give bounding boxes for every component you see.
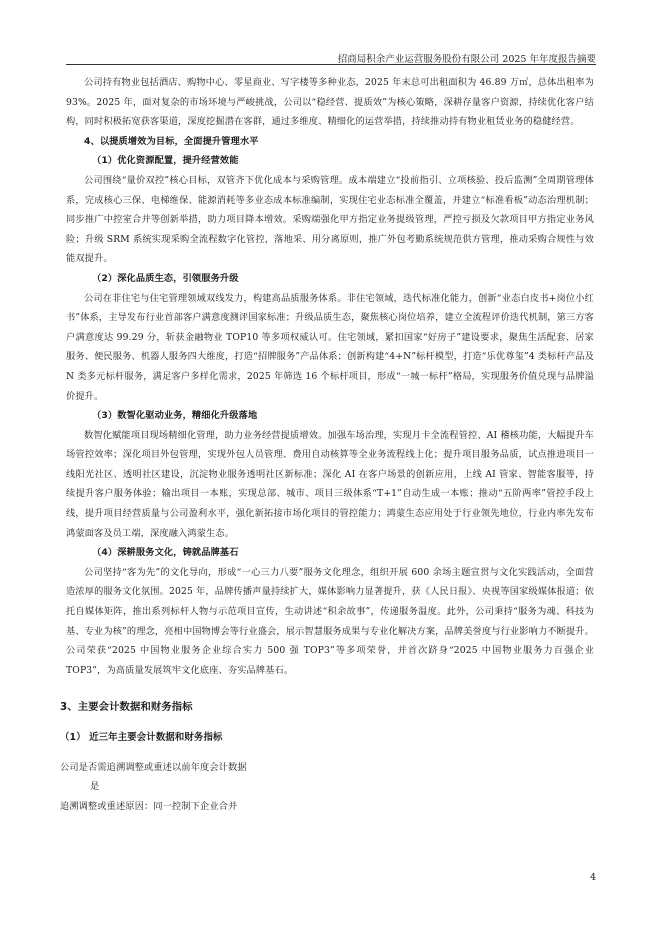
page-body [60, 73, 594, 816]
subsection-title-three-year-data: （1） 近三年主要会计数据和财务指标 [60, 732, 223, 743]
report-header: 招商局积余产业运营服务股份有限公司 2025 年年度报告摘要 [337, 54, 596, 65]
paragraph-resource-allocation: 公司围绕“量价双控”核心目标，双管齐下优化成本与采购管理。成本端建立“投前指引、立项核验、投后监测”全周期管理体系，完成核心三保、电梯维保、能源消耗等多业态成本标准编制，实现住宅业态标准全覆盖，并建立“标准看板”动态治理机制；同步推广中控室合并等创新举措，助力项目降本增效。采购端强化甲方指定业务提级管理，严控亏损及欠款项目甲方指定业务风险；升级 SRM 系统实现采购全流程数字化管控，落地采、用分离原则，推广外包考勤系统规范供方管理，推动采购合规性与效能双提升。 [66, 174, 594, 265]
retro-adjustment-answer: 是 [90, 781, 100, 793]
heading-resource-allocation: （1）优化资源配置，提升经营效能 [92, 155, 239, 167]
section-title-accounting-data: 3、主要会计数据和财务指标 [60, 701, 193, 714]
retro-adjustment-question: 公司是否需追溯调整或重述以前年度会计数据 [60, 761, 247, 773]
page-number: 4 [589, 872, 596, 883]
heading-quality-ecosystem: （2）深化品质生态，引领服务升级 [92, 272, 239, 284]
heading-management-level: 4、以提质增效为目标，全面提升管理水平 [84, 135, 259, 147]
paragraph-quality-ecosystem: 公司在非住宅与住宅管理领域双线发力，构建高品质服务体系。非住宅领域，迭代标准化能力，创新“业态白皮书+岗位小红书”体系，主导发布行业首部客户满意度测评国家标准；升级品质生态，聚焦核心岗位培养，建立全流程评价迭代机制，第三方客户满意度达 99.29 分，斩获金融物业 TOP10 等多项权威认可。住宅领域，紧扣国家“好房子”建设要求，聚焦生活配套、居家服务、便民服务、机器人服务四大维度，打造“招牌服务”产品体系；创新构建“4+N”标杆模型，打造“乐优尊玺”4 类标杆产品及 N 类多元标杆服务，满足客户多样化需求，2025 年筛选 16 个标杆项目，形成“一城一标杆”格局，实现服务价值兑现与品牌溢价提升。 [66, 292, 594, 402]
paragraph-property-holdings: 公司持有物业包括酒店、购物中心、零星商业、写字楼等多种业态，2025 年末总可出租面积为 46.89 万㎡，总体出租率为 93%。2025 年，面对复杂的市场环境与严峻挑战，公司以“稳经营、提质效”为核心策略，深耕存量客户资源，持续优化客户结构，同时积极拓宽获客渠道，深度挖掘潜在客群，通过多维度、精细化的运营举措，持续推动持有物业租赁业务的稳健经营。 [66, 77, 594, 128]
retro-adjustment-reason: 追溯调整或重述原因：同一控制下企业合并 [60, 800, 238, 812]
heading-digital-intelligence: （3）数智化驱动业务，精细化升级落地 [92, 410, 258, 422]
paragraph-digital-intelligence: 数智化赋能项目现场精细化管理，助力业务经营提质增效。加强车场治理，实现月卡全流程管控、AI 稽核功能，大幅提升车场管控效率；深化项目外包管理，实现外包人员管理、费用自动核算等全业务流程线上化；提升项目服务品质，试点推进项目一线阳光社区、透明社区建设，沉淀物业服务透明社区新标准；深化 AI 在客户场景的创新应用，上线 AI 管家、智能客服等，持续提升客户服务体验；输出项目一本账，实现总部、城市、项目三级体系“T+1”自动生成一本账；推动“五阶两率”管控手段上线，提升项目经营质量与公司盈利水平，强化新拓接市场化项目的管控能力；鸿蒙生态应用处于行业领先地位，行业内率先发布鸿蒙面客及员工端，深度融入鸿蒙生态。 [66, 429, 594, 539]
heading-service-culture: （4）深耕服务文化，铸就品牌基石 [92, 547, 239, 559]
header-divider [66, 64, 596, 65]
paragraph-service-culture: 公司坚持“客为先”的文化导向，形成“一心三力八要”服务文化理念，组织开展 600 余场主题宣贯与文化实践活动，全面营造浓厚的服务文化氛围。2025 年，品牌传播声量持续扩大，媒体影响力显著提升，获《人民日报》、央视等国家级媒体报道；依托自媒体矩阵，推出系列标杆人物与示范项目宣传，生动讲述“积余故事”，传递服务温度。此外，公司秉持“服务为魂、科技为基、专业为核”的理念，亮相中国物博会等行业盛会，展示智慧服务成果与专业化解决方案，品牌美誉度与行业影响力不断提升。公司荣获“2025 中国物业服务企业综合实力 500 强 TOP3”等多项荣誉，并首次跻身“2025 中国物业服务力百强企业 TOP3”，为高质量发展筑牢文化底座、夯实品牌基石。 [66, 566, 594, 676]
